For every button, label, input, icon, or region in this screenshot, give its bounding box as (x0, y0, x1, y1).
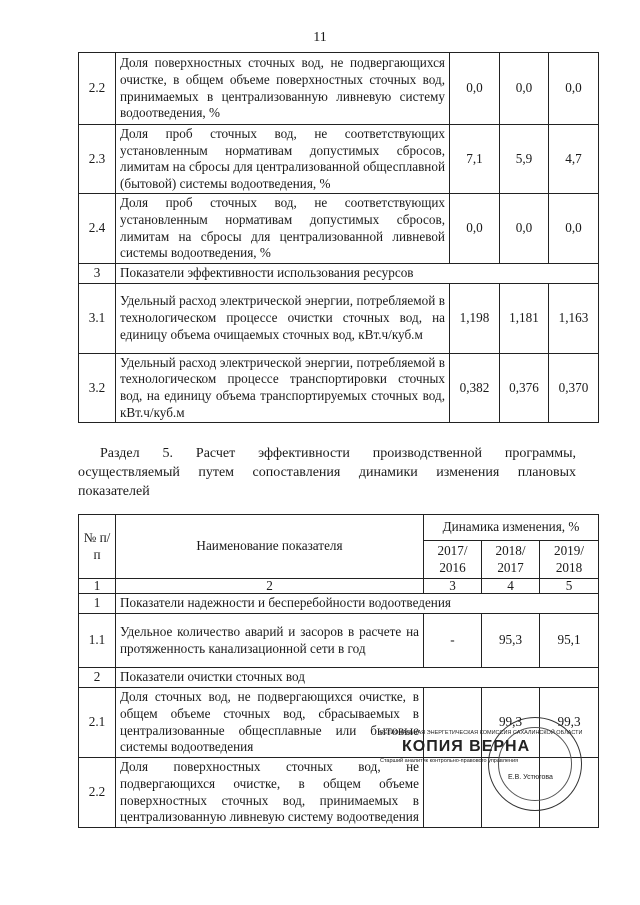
indicator-value: 1,163 (549, 283, 599, 353)
row-number: 3.2 (79, 353, 116, 422)
indicator-value: 0,0 (549, 194, 599, 263)
indicator-name: Доля поверхностных сточных вод, не подвергающихся очистке, в общем объеме поверхностных сточных вод, принимаемых в централизованную ливневую систему водоотведения (116, 758, 424, 828)
indicator-value: 99,3 (540, 688, 599, 758)
certification-stamp (380, 712, 586, 822)
indicator-value: 0,376 (500, 353, 549, 422)
index-cell: 2 (116, 579, 424, 594)
indicator-name: Доля проб сточных вод, не соответствующих установленным нормативам допустимых сбросов, лимитам на сбросы для централизованной ливневой системы водоотведения, % (116, 194, 450, 263)
stamp-line-4: Е.В. Устюгова (508, 774, 553, 781)
page-number: 11 (313, 30, 327, 45)
row-number: 3 (79, 263, 116, 283)
indicator-value: 4,7 (549, 125, 599, 194)
indicator-name: Удельный расход электрической энергии, потребляемой в технологическом процессе транспортировки сточных вод, на единицу объема транспортируемых сточных вод, кВт.ч/куб.м (116, 353, 450, 422)
row-number: 1.1 (79, 614, 116, 668)
indicator-value: 99,3 (482, 688, 540, 758)
table-row (79, 53, 599, 125)
table-row (79, 594, 599, 614)
indicator-value: 0,382 (450, 353, 500, 422)
indicator-value: 95,1 (540, 614, 599, 668)
indicator-value: 0,0 (549, 53, 599, 125)
table-row (79, 125, 599, 194)
indicator-value: 1,198 (450, 283, 500, 353)
indicator-value: 0,0 (500, 53, 549, 125)
row-number: 2.1 (79, 688, 116, 758)
row-number: 1 (79, 594, 116, 614)
table-row (79, 353, 599, 422)
stamp-line-3: Старший аналитик контрольно-правового управления (380, 758, 519, 764)
indicator-name: Удельный расход электрической энергии, потребляемой в технологическом процессе очистки сточных вод, на единицу объема очищаемых сточных вод, кВт.ч/куб.м (116, 283, 450, 353)
indicator-value: 0,0 (450, 53, 500, 125)
row-number: 3.1 (79, 283, 116, 353)
row-number: 2.4 (79, 194, 116, 263)
indicator-value: - (424, 614, 482, 668)
indicator-name: Удельное количество аварий и засоров в расчете на протяженность канализационной сети в год (116, 614, 424, 668)
indicator-name: Доля поверхностных сточных вод, не подвергающихся очистке, в общем объеме поверхностных сточных вод, принимаемых в централизованную ливневую систему водоотведения, % (116, 53, 450, 125)
indicator-value: 0,370 (549, 353, 599, 422)
row-number: 2.3 (79, 125, 116, 194)
table-row (79, 283, 599, 353)
header-name: Наименование показателя (116, 515, 424, 579)
indicator-name: Доля проб сточных вод, не соответствующих установленным нормативам допустимых сбросов, лимитам на сбросы для централизованной общесплавной (бытовой) системы водоотведения, % (116, 125, 450, 194)
indicator-value: 0,0 (450, 194, 500, 263)
table-row (79, 614, 599, 668)
indicator-value: 5,9 (500, 125, 549, 194)
section5-heading: Раздел 5. Расчет эффективности производственной программы, осуществляемый путем сопоставления динамики изменения плановых показателей (78, 446, 576, 499)
indicator-value: 0,0 (500, 194, 549, 263)
stamp-line-1: РЕГИОНАЛЬНАЯ ЭНЕРГЕТИЧЕСКАЯ КОМИССИЯ САХАЛИНСКОЙ ОБЛАСТИ (380, 730, 583, 736)
header-num: № п/п (79, 515, 116, 579)
header-dynamics: Динамика изменения, % (424, 515, 599, 541)
index-cell: 4 (482, 579, 540, 594)
indicator-value: 1,181 (500, 283, 549, 353)
row-number: 2.2 (79, 758, 116, 828)
header-year-1: 2017/ 2016 (424, 541, 482, 579)
header-year-3: 2019/ 2018 (540, 541, 599, 579)
section-title: Показатели надежности и бесперебойности водоотведения (116, 594, 599, 614)
section-title: Показатели очистки сточных вод (116, 668, 599, 688)
indicator-name: Доля сточных вод, не подвергающихся очистке, в общем объеме сточных вод, сбрасываемых в централизованные общесплавные или бытовые системы водоотведения (116, 688, 424, 758)
section-title: Показатели эффективности использования ресурсов (116, 263, 599, 283)
index-cell: 5 (540, 579, 599, 594)
indicator-value: 95,3 (482, 614, 540, 668)
stamp-line-2: КОПИЯ ВЕРНА (402, 738, 531, 755)
header-year-2: 2018/ 2017 (482, 541, 540, 579)
indicator-value: 7,1 (450, 125, 500, 194)
table-row (79, 194, 599, 263)
index-cell: 3 (424, 579, 482, 594)
index-cell: 1 (79, 579, 116, 594)
table-row (79, 668, 599, 688)
top-table (78, 52, 599, 423)
row-number: 2.2 (79, 53, 116, 125)
table-row (79, 263, 599, 283)
row-number: 2 (79, 668, 116, 688)
